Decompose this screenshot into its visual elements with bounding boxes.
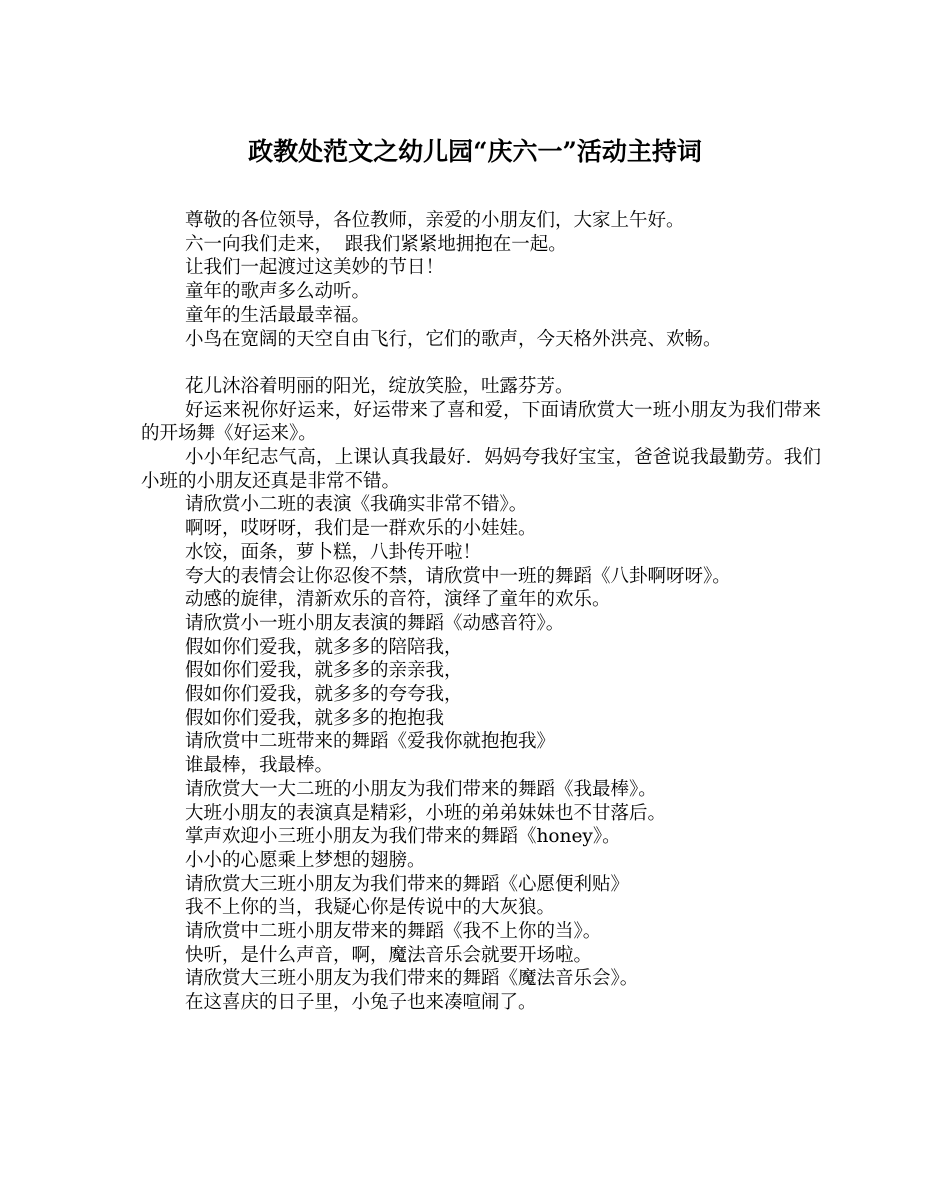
paragraph: 让我们一起渡过这美妙的节日！ <box>185 257 445 279</box>
paragraph: 小小的心愿乘上梦想的翅膀。 <box>185 849 426 871</box>
paragraph: 请欣赏大三班小朋友为我们带来的舞蹈《心愿便利贴》 <box>185 873 630 895</box>
paragraph: 假如你们爱我，就多多的抱抱我 <box>185 707 445 729</box>
paragraph: 好运来祝你好运来，好运带来了喜和爱，下面请欣赏大一班小朋友为我们带来的开场舞《好运来》。 <box>141 399 821 445</box>
paragraph: 小鸟在宽阔的天空自由飞行，它们的歌声，今天格外洪亮、欢畅。 <box>185 328 722 350</box>
paragraph: 请欣赏大一大二班的小朋友为我们带来的舞蹈《我最棒》。 <box>185 778 657 800</box>
paragraph: 啊呀，哎呀呀，我们是一群欢乐的小娃娃。 <box>185 518 537 540</box>
document-body <box>141 209 821 1015</box>
paragraph: 小小年纪志气高，上课认真我最好．妈妈夸我好宝宝，爸爸说我最勤劳。我们小班的小朋友还真是非常不错。 <box>141 447 821 492</box>
paragraph: 六一向我们走来， 跟我们紧紧地拥抱在一起。 <box>185 233 567 255</box>
paragraph: 在这喜庆的日子里，小兔子也来凑喧闹了。 <box>185 992 537 1014</box>
paragraph-spacer <box>141 351 821 375</box>
paragraph: 假如你们爱我，就多多的陪陪我， <box>185 636 463 658</box>
paragraph: 谁最棒，我最棒。 <box>185 755 334 777</box>
paragraph: 花儿沐浴着明丽的阳光，绽放笑脸，吐露芬芳。 <box>185 375 574 397</box>
paragraph: 尊敬的各位领导，各位教师，亲爱的小朋友们，大家上午好。 <box>185 210 685 231</box>
paragraph: 动感的旋律，清新欢乐的音符，演绎了童年的欢乐。 <box>185 589 611 611</box>
paragraph: 请欣赏中二班带来的舞蹈《爱我你就抱抱我》 <box>185 731 556 753</box>
paragraph: 快听，是什么声音，啊，魔法音乐会就要开场啦。 <box>185 944 593 966</box>
document-title: 政教处范文之幼儿园“庆六一”活动主持词 <box>248 137 702 166</box>
paragraph: 请欣赏小二班的表演《我确实非常不错》。 <box>185 494 528 516</box>
paragraph: 童年的生活最最幸福。 <box>185 304 371 326</box>
paragraph: 水饺，面条，萝卜糕，八卦传开啦！ <box>185 541 482 563</box>
paragraph: 大班小朋友的表演真是精彩，小班的弟弟妹妹也不甘落后。 <box>185 802 667 824</box>
paragraph: 请欣赏中二班小朋友带来的舞蹈《我不上你的当》。 <box>185 921 602 943</box>
paragraph: 掌声欢迎小三班小朋友为我们带来的舞蹈《honey》。 <box>185 826 621 848</box>
paragraph: 假如你们爱我，就多多的亲亲我， <box>185 660 463 682</box>
paragraph: 童年的歌声多么动听。 <box>185 281 371 303</box>
paragraph: 请欣赏大三班小朋友为我们带来的舞蹈《魔法音乐会》。 <box>185 968 639 990</box>
paragraph: 假如你们爱我，就多多的夸夸我， <box>185 684 463 706</box>
paragraph: 请欣赏小一班小朋友表演的舞蹈《动感音符》。 <box>185 612 565 634</box>
paragraph: 我不上你的当，我疑心你是传说中的大灰狼。 <box>185 897 556 919</box>
paragraph: 夸大的表情会让你忍俊不禁，请欣赏中一班的舞蹈《八卦啊呀呀》。 <box>185 565 731 587</box>
